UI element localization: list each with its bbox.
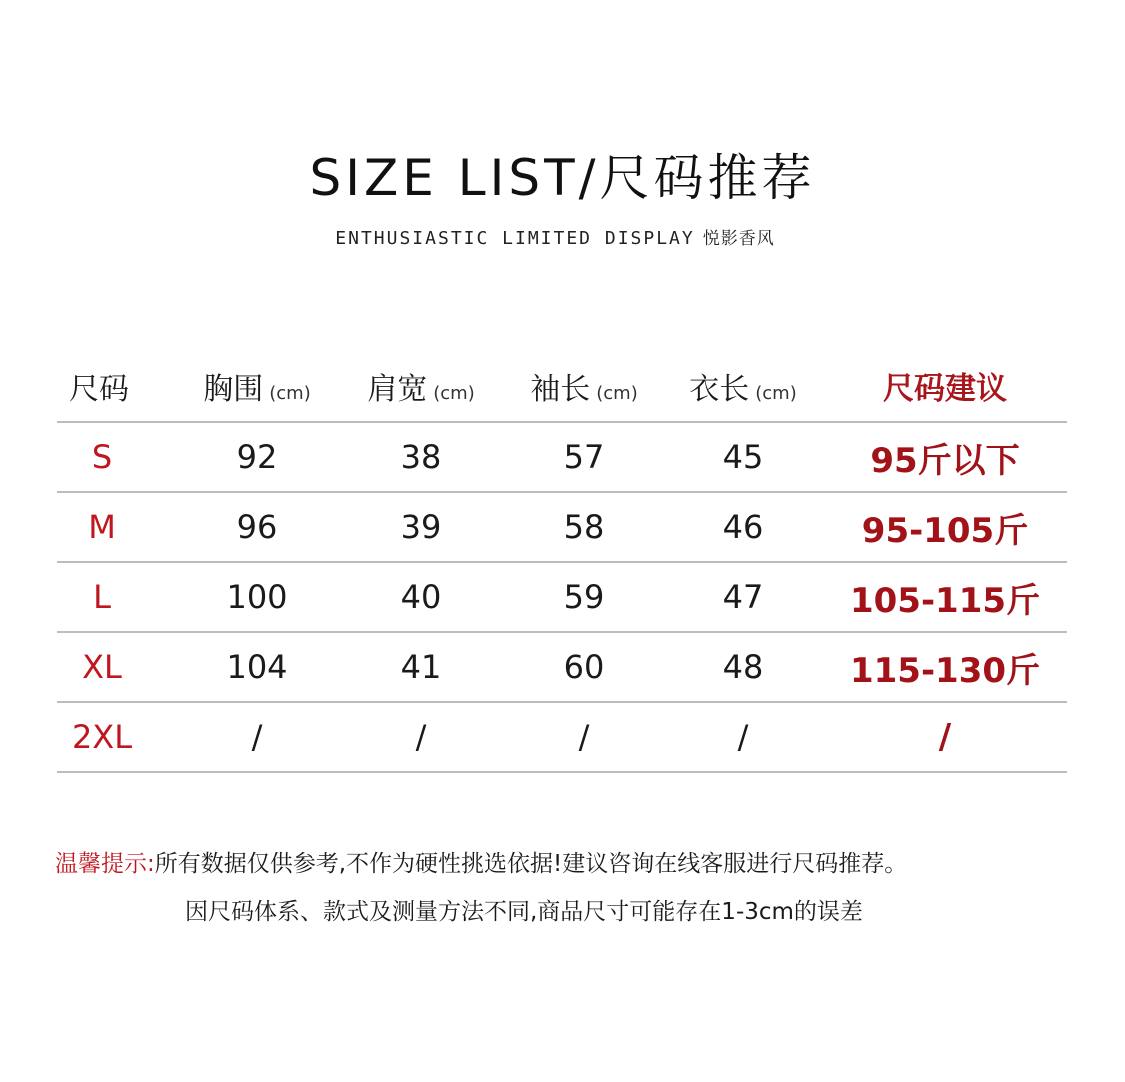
- recommendation-cell: 105-115斤: [823, 562, 1067, 632]
- length-cell: 48: [663, 632, 823, 702]
- header-length: [663, 350, 823, 422]
- table-row: [57, 422, 1067, 492]
- size-label: S: [91, 438, 113, 476]
- sleeve-cell: 58: [505, 492, 663, 562]
- header-sleeve-unit: (cm): [596, 382, 638, 404]
- page-subtitle: [0, 224, 1110, 249]
- recommendation-cell: 115-130斤: [823, 632, 1067, 702]
- table-row: [57, 702, 1067, 772]
- size-label: L: [93, 578, 111, 616]
- recommendation-cell: 95-105斤: [823, 492, 1067, 562]
- tips-label: 温馨提示:: [55, 851, 155, 877]
- chest-cell: /: [177, 702, 337, 772]
- size-label: XL: [82, 648, 122, 686]
- chest-cell: 100: [177, 562, 337, 632]
- table-header-row: [57, 350, 1067, 422]
- header-shoulder-unit: (cm): [433, 382, 475, 404]
- tips-block: [55, 840, 1085, 936]
- size-table: [57, 350, 1067, 773]
- header-chest: [177, 350, 337, 422]
- length-cell: /: [663, 702, 823, 772]
- sleeve-cell: 60: [505, 632, 663, 702]
- page-title: SIZE LIST/尺码推荐: [309, 149, 816, 207]
- recommendation-cell: /: [823, 702, 1067, 772]
- sleeve-cell: 59: [505, 562, 663, 632]
- header-chest-unit: (cm): [269, 382, 311, 404]
- size-cell: [57, 492, 177, 562]
- brand-name: 悦影香风: [702, 229, 775, 249]
- header-sleeve: [505, 350, 663, 422]
- size-cell: [57, 632, 177, 702]
- subtitle-text: ENTHUSIASTIC LIMITED DISPLAY: [335, 228, 695, 249]
- header-length-unit: (cm): [755, 382, 797, 404]
- size-cell: [57, 422, 177, 492]
- header-sleeve-label: 袖长: [530, 371, 591, 407]
- header-chest-label: 胸围: [203, 371, 264, 407]
- tips-line-1: [55, 840, 1085, 888]
- header-shoulder: [337, 350, 505, 422]
- length-cell: 47: [663, 562, 823, 632]
- chest-cell: 104: [177, 632, 337, 702]
- length-cell: 46: [663, 492, 823, 562]
- size-cell: [57, 702, 177, 772]
- sleeve-cell: 57: [505, 422, 663, 492]
- header-size: 尺码: [57, 350, 177, 422]
- tips-line-2: 因尺码体系、款式及测量方法不同,商品尺寸可能存在1-3cm的误差: [185, 899, 863, 925]
- shoulder-cell: 39: [337, 492, 505, 562]
- header-recommendation: 尺码建议: [823, 350, 1067, 422]
- size-label: 2XL: [71, 718, 133, 756]
- shoulder-cell: 38: [337, 422, 505, 492]
- shoulder-cell: 41: [337, 632, 505, 702]
- chest-cell: 96: [177, 492, 337, 562]
- table-row: [57, 562, 1067, 632]
- shoulder-cell: 40: [337, 562, 505, 632]
- chest-cell: 92: [177, 422, 337, 492]
- tips-text-1: 所有数据仅供参考,不作为硬性挑选依据!建议咨询在线客服进行尺码推荐。: [154, 851, 908, 877]
- header-shoulder-label: 肩宽: [367, 371, 428, 407]
- header-length-label: 衣长: [689, 371, 750, 407]
- table-row: [57, 492, 1067, 562]
- size-cell: [57, 562, 177, 632]
- sleeve-cell: /: [505, 702, 663, 772]
- table-row: [57, 632, 1067, 702]
- length-cell: 45: [663, 422, 823, 492]
- size-label: M: [88, 508, 116, 546]
- shoulder-cell: /: [337, 702, 505, 772]
- recommendation-cell: 95斤以下: [823, 422, 1067, 492]
